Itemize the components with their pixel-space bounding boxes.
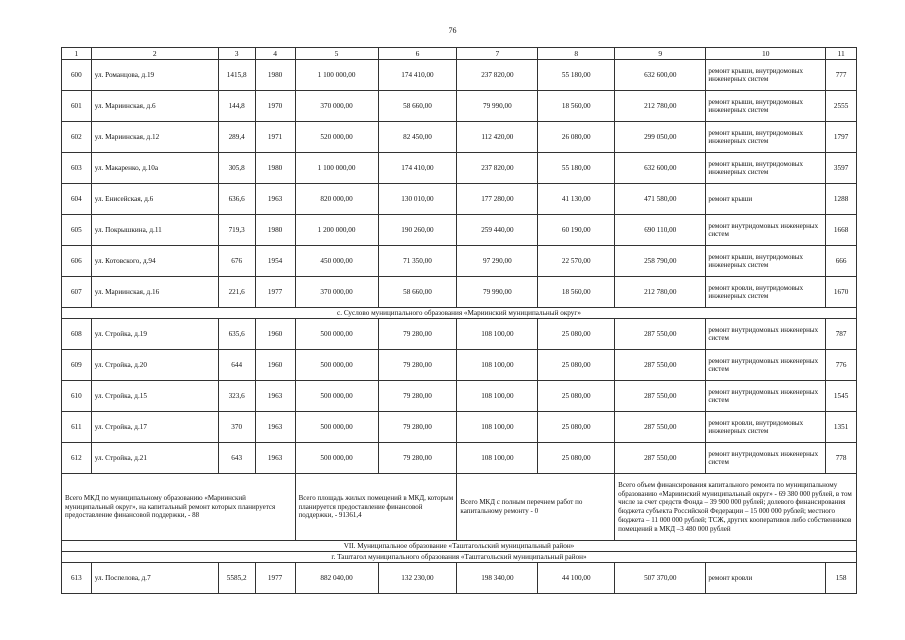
total-full-repair: Всего МКД с полным перечнем работ по капитальному ремонту - 0 <box>457 474 615 541</box>
section-heading-suslovo: с. Суслово муниципального образования «Мариинский муниципальный округ» <box>62 308 857 319</box>
cost-cell-7: 108 100,00 <box>457 381 538 412</box>
column-number: 2 <box>91 48 218 60</box>
totals-row <box>62 474 857 541</box>
total-cost-cell: 500 000,00 <box>295 319 378 350</box>
work-type-cell: ремонт внутридомовых инженерных систем <box>706 350 826 381</box>
total-cost-cell: 820 000,00 <box>295 184 378 215</box>
column-number: 7 <box>457 48 538 60</box>
cost-cell-8: 18 560,00 <box>538 91 615 122</box>
total-cost-cell: 500 000,00 <box>295 381 378 412</box>
table-row <box>62 246 857 277</box>
work-type-cell: ремонт внутридомовых инженерных систем <box>706 215 826 246</box>
row-number: 612 <box>62 443 92 474</box>
cost-cell-9: 258 790,00 <box>615 246 706 277</box>
row-number: 600 <box>62 60 92 91</box>
value-cell-11: 3597 <box>826 153 857 184</box>
area-cell: 676 <box>218 246 255 277</box>
address-cell: ул. Стройка, д.17 <box>91 412 218 443</box>
total-cost-cell: 1 100 000,00 <box>295 60 378 91</box>
cost-cell-6: 132 230,00 <box>378 563 457 594</box>
row-number: 613 <box>62 563 92 594</box>
cost-cell-7: 79 990,00 <box>457 277 538 308</box>
table-row <box>62 153 857 184</box>
address-cell: ул. Покрышкина, д.11 <box>91 215 218 246</box>
area-cell: 1415,8 <box>218 60 255 91</box>
cost-cell-9: 212 780,00 <box>615 91 706 122</box>
column-number: 1 <box>62 48 92 60</box>
cost-cell-8: 25 080,00 <box>538 381 615 412</box>
value-cell-11: 158 <box>826 563 857 594</box>
column-number: 10 <box>706 48 826 60</box>
total-cost-cell: 520 000,00 <box>295 122 378 153</box>
cost-cell-6: 130 010,00 <box>378 184 457 215</box>
section-row <box>62 308 857 319</box>
cost-cell-7: 237 820,00 <box>457 60 538 91</box>
address-cell: ул. Енисейская, д.6 <box>91 184 218 215</box>
cost-cell-6: 190 260,00 <box>378 215 457 246</box>
cost-cell-6: 79 280,00 <box>378 319 457 350</box>
cost-cell-7: 108 100,00 <box>457 350 538 381</box>
cost-cell-7: 79 990,00 <box>457 91 538 122</box>
cost-cell-6: 79 280,00 <box>378 381 457 412</box>
area-cell: 323,6 <box>218 381 255 412</box>
cost-cell-8: 41 130,00 <box>538 184 615 215</box>
table-row <box>62 184 857 215</box>
work-type-cell: ремонт кровли, внутридомовых инженерных систем <box>706 412 826 443</box>
table-row <box>62 277 857 308</box>
cost-cell-6: 79 280,00 <box>378 350 457 381</box>
cost-cell-9: 287 550,00 <box>615 319 706 350</box>
value-cell-11: 1668 <box>826 215 857 246</box>
cost-cell-7: 108 100,00 <box>457 319 538 350</box>
year-cell: 1960 <box>255 319 295 350</box>
cost-cell-6: 174 410,00 <box>378 60 457 91</box>
table-row <box>62 381 857 412</box>
work-type-cell: ремонт крыши, внутридомовых инженерных систем <box>706 153 826 184</box>
table-row <box>62 122 857 153</box>
value-cell-11: 776 <box>826 350 857 381</box>
column-number: 11 <box>826 48 857 60</box>
cost-cell-9: 287 550,00 <box>615 350 706 381</box>
address-cell: ул. Стройка, д.21 <box>91 443 218 474</box>
cost-cell-8: 22 570,00 <box>538 246 615 277</box>
cost-cell-9: 471 580,00 <box>615 184 706 215</box>
column-number: 6 <box>378 48 457 60</box>
address-cell: ул. Макаренко, д.10а <box>91 153 218 184</box>
value-cell-11: 777 <box>826 60 857 91</box>
row-number: 602 <box>62 122 92 153</box>
address-cell: ул. Стройка, д.19 <box>91 319 218 350</box>
total-cost-cell: 500 000,00 <box>295 350 378 381</box>
work-type-cell: ремонт крыши, внутридомовых инженерных систем <box>706 91 826 122</box>
cost-cell-8: 25 080,00 <box>538 443 615 474</box>
year-cell: 1977 <box>255 277 295 308</box>
year-cell: 1980 <box>255 153 295 184</box>
total-cost-cell: 500 000,00 <box>295 412 378 443</box>
address-cell: ул. Стройка, д.20 <box>91 350 218 381</box>
cost-cell-9: 299 050,00 <box>615 122 706 153</box>
cost-cell-8: 18 560,00 <box>538 277 615 308</box>
cost-cell-7: 112 420,00 <box>457 122 538 153</box>
year-cell: 1963 <box>255 443 295 474</box>
row-number: 607 <box>62 277 92 308</box>
column-number: 5 <box>295 48 378 60</box>
cost-cell-6: 58 660,00 <box>378 91 457 122</box>
total-cost-cell: 1 200 000,00 <box>295 215 378 246</box>
column-number: 8 <box>538 48 615 60</box>
row-number: 609 <box>62 350 92 381</box>
work-type-cell: ремонт кровли <box>706 563 826 594</box>
value-cell-11: 1797 <box>826 122 857 153</box>
year-cell: 1960 <box>255 350 295 381</box>
section-row <box>62 552 857 563</box>
cost-cell-7: 108 100,00 <box>457 443 538 474</box>
area-cell: 370 <box>218 412 255 443</box>
year-cell: 1970 <box>255 91 295 122</box>
work-type-cell: ремонт кровли, внутридомовых инженерных систем <box>706 277 826 308</box>
year-cell: 1980 <box>255 215 295 246</box>
cost-cell-6: 79 280,00 <box>378 412 457 443</box>
address-cell: ул. Романцова, д.19 <box>91 60 218 91</box>
column-number-row <box>62 48 857 60</box>
area-cell: 289,4 <box>218 122 255 153</box>
cost-cell-8: 60 190,00 <box>538 215 615 246</box>
cost-cell-9: 507 370,00 <box>615 563 706 594</box>
area-cell: 644 <box>218 350 255 381</box>
year-cell: 1963 <box>255 184 295 215</box>
cost-cell-6: 82 450,00 <box>378 122 457 153</box>
total-buildings-count: Всего МКД по муниципальному образованию «Мариинский муниципальный округ», на капитальный ремонт которых планируется предоставление финансовой поддержки, - 88 <box>62 474 296 541</box>
row-number: 604 <box>62 184 92 215</box>
row-number: 601 <box>62 91 92 122</box>
area-cell: 635,6 <box>218 319 255 350</box>
area-cell: 305,8 <box>218 153 255 184</box>
cost-cell-6: 174 410,00 <box>378 153 457 184</box>
section-row <box>62 541 857 552</box>
cost-cell-8: 25 080,00 <box>538 350 615 381</box>
work-type-cell: ремонт внутридомовых инженерных систем <box>706 381 826 412</box>
row-number: 608 <box>62 319 92 350</box>
cost-cell-7: 259 440,00 <box>457 215 538 246</box>
value-cell-11: 1670 <box>826 277 857 308</box>
cost-cell-6: 58 660,00 <box>378 277 457 308</box>
cost-cell-9: 632 600,00 <box>615 60 706 91</box>
capital-repair-table <box>61 47 857 594</box>
value-cell-11: 1545 <box>826 381 857 412</box>
cost-cell-8: 55 180,00 <box>538 153 615 184</box>
cost-cell-9: 287 550,00 <box>615 443 706 474</box>
cost-cell-9: 212 780,00 <box>615 277 706 308</box>
value-cell-11: 1351 <box>826 412 857 443</box>
cost-cell-9: 632 600,00 <box>615 153 706 184</box>
area-cell: 636,6 <box>218 184 255 215</box>
total-cost-cell: 370 000,00 <box>295 91 378 122</box>
cost-cell-8: 25 080,00 <box>538 319 615 350</box>
cost-cell-8: 55 180,00 <box>538 60 615 91</box>
cost-cell-8: 44 100,00 <box>538 563 615 594</box>
total-cost-cell: 370 000,00 <box>295 277 378 308</box>
area-cell: 221,6 <box>218 277 255 308</box>
cost-cell-6: 79 280,00 <box>378 443 457 474</box>
year-cell: 1954 <box>255 246 295 277</box>
column-number: 4 <box>255 48 295 60</box>
row-number: 605 <box>62 215 92 246</box>
total-cost-cell: 882 040,00 <box>295 563 378 594</box>
cost-cell-7: 177 280,00 <box>457 184 538 215</box>
year-cell: 1963 <box>255 381 295 412</box>
area-cell: 5585,2 <box>218 563 255 594</box>
address-cell: ул. Стройка, д.15 <box>91 381 218 412</box>
row-number: 611 <box>62 412 92 443</box>
cost-cell-9: 287 550,00 <box>615 412 706 443</box>
table-row <box>62 215 857 246</box>
value-cell-11: 778 <box>826 443 857 474</box>
cost-cell-9: 287 550,00 <box>615 381 706 412</box>
cost-cell-7: 108 100,00 <box>457 412 538 443</box>
total-cost-cell: 450 000,00 <box>295 246 378 277</box>
row-number: 603 <box>62 153 92 184</box>
value-cell-11: 2555 <box>826 91 857 122</box>
table-row <box>62 412 857 443</box>
cost-cell-6: 71 350,00 <box>378 246 457 277</box>
cost-cell-8: 26 080,00 <box>538 122 615 153</box>
area-cell: 719,3 <box>218 215 255 246</box>
total-financing: Всего объем финансирования капитального ремонта по муниципальному образованию «Мариинский муниципальный округ» - 69 380 000 рублей, в том числе за счет средств Фонда – 39 900 000 рублей; долевого финансирования бюджета субъекта Российской Федерации – 15 000 000 рублей; местного бюджета – 11 000 000 рублей; ТСЖ, других кооперативов либо собственников помещений в МКД –3 480 000 рублей <box>615 474 857 541</box>
column-number: 3 <box>218 48 255 60</box>
value-cell-11: 666 <box>826 246 857 277</box>
work-type-cell: ремонт крыши, внутридомовых инженерных систем <box>706 122 826 153</box>
table-row <box>62 91 857 122</box>
total-cost-cell: 1 100 000,00 <box>295 153 378 184</box>
value-cell-11: 787 <box>826 319 857 350</box>
year-cell: 1963 <box>255 412 295 443</box>
table-row <box>62 319 857 350</box>
area-cell: 144,8 <box>218 91 255 122</box>
table-body <box>62 48 857 594</box>
area-cell: 643 <box>218 443 255 474</box>
year-cell: 1980 <box>255 60 295 91</box>
work-type-cell: ремонт внутридомовых инженерных систем <box>706 443 826 474</box>
cost-cell-7: 97 290,00 <box>457 246 538 277</box>
year-cell: 1977 <box>255 563 295 594</box>
cost-cell-7: 198 340,00 <box>457 563 538 594</box>
cost-cell-8: 25 080,00 <box>538 412 615 443</box>
section-heading-tashtagol: г. Таштагол муниципального образования «Таштагольский муниципальный район» <box>62 552 857 563</box>
row-number: 606 <box>62 246 92 277</box>
address-cell: ул. Мариинская, д.12 <box>91 122 218 153</box>
row-number: 610 <box>62 381 92 412</box>
column-number: 9 <box>615 48 706 60</box>
cost-cell-7: 237 820,00 <box>457 153 538 184</box>
value-cell-11: 1288 <box>826 184 857 215</box>
work-type-cell: ремонт крыши <box>706 184 826 215</box>
table-row <box>62 350 857 381</box>
address-cell: ул. Мариинская, д.6 <box>91 91 218 122</box>
section-heading-vii: VII. Муниципальное образование «Таштагольский муниципальный район» <box>62 541 857 552</box>
address-cell: ул. Мариинская, д.16 <box>91 277 218 308</box>
table-row <box>62 60 857 91</box>
page-number: 76 <box>448 26 457 35</box>
address-cell: ул. Поспелова, д.7 <box>91 563 218 594</box>
year-cell: 1971 <box>255 122 295 153</box>
table-row <box>62 563 857 594</box>
work-type-cell: ремонт крыши, внутридомовых инженерных систем <box>706 60 826 91</box>
cost-cell-9: 690 110,00 <box>615 215 706 246</box>
total-cost-cell: 500 000,00 <box>295 443 378 474</box>
work-type-cell: ремонт крыши, внутридомовых инженерных систем <box>706 246 826 277</box>
work-type-cell: ремонт внутридомовых инженерных систем <box>706 319 826 350</box>
address-cell: ул. Котовского, д.94 <box>91 246 218 277</box>
total-area: Всего площадь жилых помещений в МКД, которым планируется предоставление финансовой поддержки, - 91361,4 <box>295 474 457 541</box>
table-row <box>62 443 857 474</box>
